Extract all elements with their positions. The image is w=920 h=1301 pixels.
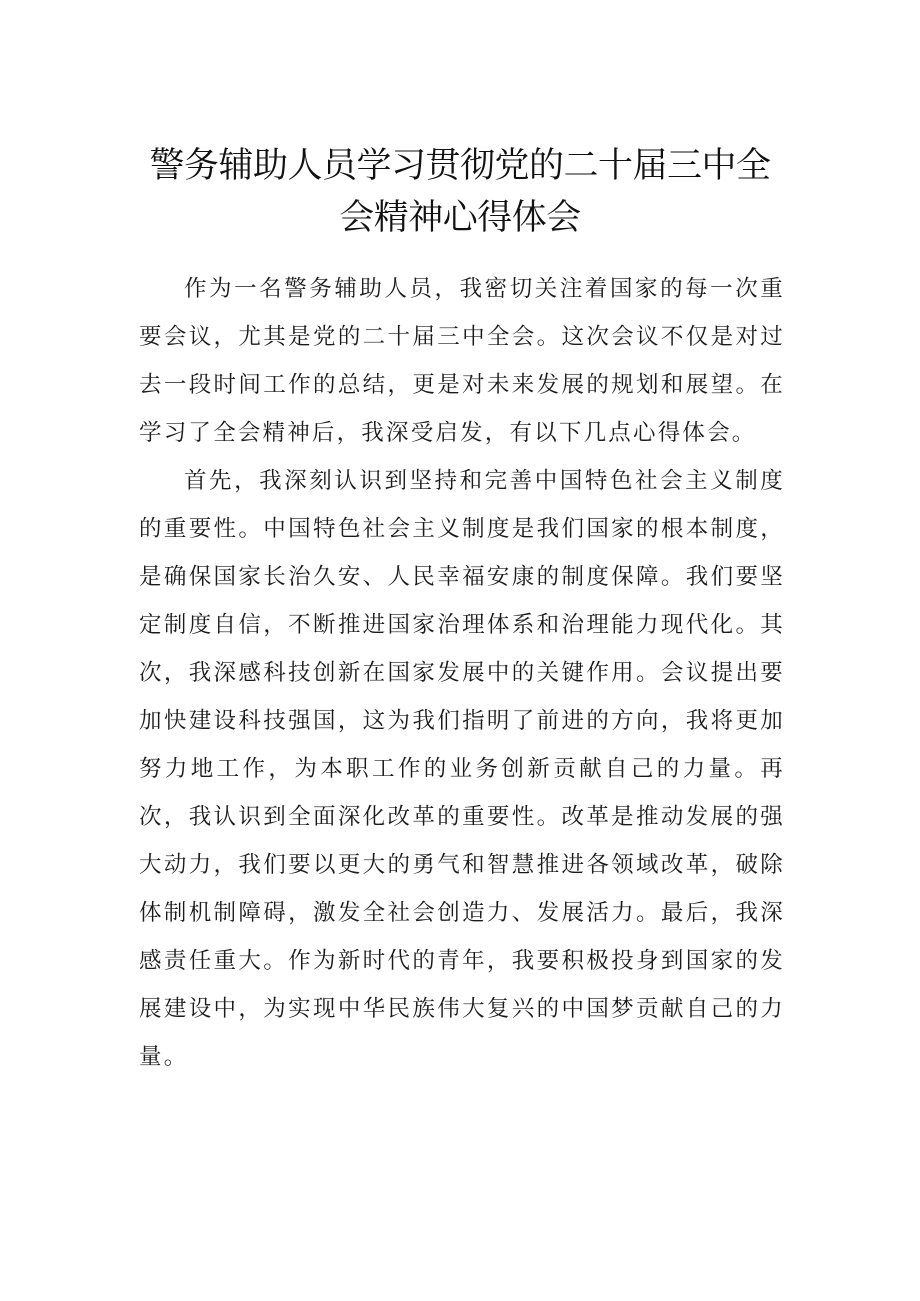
document-title <box>120 140 800 244</box>
paragraph-2: 首先，我深刻认识到坚持和完善中国特色社会主义制度的重要性。中国特色社会主义制度是我们国家的根本制度，是确保国家长治久安、人民幸福安康的制度保障。我们要坚定制度自信，不断推进国家治理体系和治理能力现代化。其次，我深感科技创新在国家发展中的关键作用。会议提出要加快建设科技强国，这为我们指明了前进的方向，我将更加努力地工作，为本职工作的业务创新贡献自己的力量。再次，我认识到全面深化改革的重要性。改革是推动发展的强大动力，我们要以更大的勇气和智慧推进各领域改革，破除体制机制障碍，激发全社会创造力、发展活力。最后，我深感责任重大。作为新时代的青年，我要积极投身到国家的发展建设中，为实现中华民族伟大复兴的中国梦贡献自己的力量。 <box>139 468 785 1070</box>
title-line-1: 警务辅助人员学习贯彻党的二十届三中全 <box>149 146 771 186</box>
paragraph-1: 作为一名警务辅助人员，我密切关注着国家的每一次重要会议，尤其是党的二十届三中全会。这次会议不仅是对过去一段时间工作的总结，更是对未来发展的规划和展望。在学习了全会精神后，我深受启发，有以下几点心得体会。 <box>139 276 785 446</box>
document-body <box>139 265 785 1081</box>
title-line-2: 会精神心得体会 <box>339 198 581 238</box>
